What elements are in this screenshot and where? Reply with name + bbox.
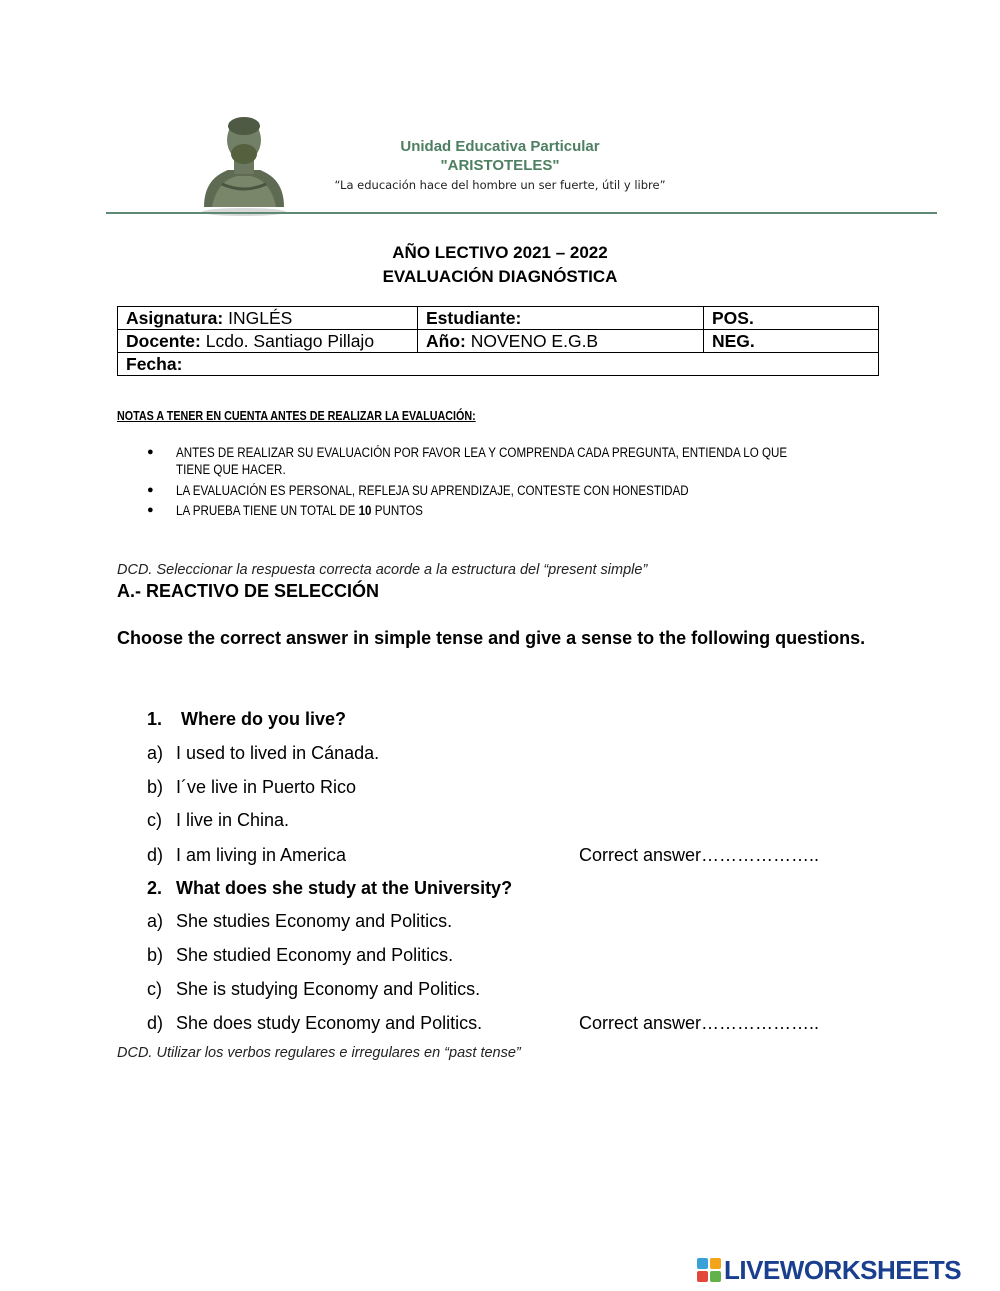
school-motto: “La educación hace del hombre un ser fuerte, útil y libre” — [334, 178, 666, 192]
question-text: Where do you live? — [181, 709, 347, 729]
section-a-instruction: Choose the correct answer in simple tense and give a sense to the following questions. — [117, 628, 866, 648]
option-text: I used to lived in Cánada. — [176, 743, 380, 763]
dcd-present-simple: DCD. Seleccionar la respuesta correcta acorde a la estructura del “present simple” — [117, 562, 648, 578]
neg-label: NEG. — [712, 330, 755, 351]
date-label: Fecha: — [126, 353, 183, 374]
note-item: LA EVALUACIÓN ES PERSONAL, REFLEJA SU APRENDIZAJE, CONTESTE CON HONESTIDAD — [176, 483, 689, 498]
option-letter: c) — [147, 979, 162, 999]
correct-answer-field[interactable]: Correct answer……………….. — [579, 1013, 820, 1033]
option-text: I live in China. — [176, 810, 290, 830]
note-total-suffix: PUNTOS — [371, 503, 423, 518]
neg-cell[interactable] — [704, 330, 879, 353]
notes-heading: NOTAS A TENER EN CUENTA ANTES DE REALIZAR LA EVALUACIÓN: — [117, 409, 476, 423]
info-table — [117, 306, 879, 376]
grade-cell — [418, 330, 704, 353]
note-item — [176, 502, 881, 519]
section-a-title: A.- REACTIVO DE SELECCIÓN — [117, 581, 380, 601]
option-letter: c) — [147, 810, 162, 830]
option-letter: d) — [147, 1013, 164, 1033]
teacher-label: Docente: — [126, 330, 201, 351]
teacher-cell — [118, 330, 418, 353]
option-text: I am living in America — [176, 845, 347, 865]
date-cell[interactable] — [118, 353, 879, 376]
option-text: She studied Economy and Politics. — [176, 945, 454, 965]
option-text: She does study Economy and Politics. — [176, 1013, 483, 1033]
correct-answer-field[interactable]: Correct answer……………….. — [579, 845, 820, 865]
header-divider — [106, 212, 937, 214]
option-letter: b) — [147, 777, 164, 797]
pos-cell[interactable] — [704, 307, 879, 330]
note-total-prefix: LA PRUEBA TIENE UN TOTAL DE — [176, 503, 359, 518]
bullet: ● — [147, 484, 154, 496]
question-text: What does she study at the University? — [176, 878, 513, 898]
option-text: She studies Economy and Politics. — [176, 911, 453, 931]
question-number: 2. — [147, 878, 163, 898]
dcd-past-tense: DCD. Utilizar los verbos regulares e irregulares en “past tense” — [117, 1045, 521, 1061]
school-name: Unidad Educativa Particular — [400, 138, 600, 155]
note-item-continued: TIENE QUE HACER. — [176, 462, 286, 477]
option-letter: a) — [147, 911, 164, 931]
aristotle-bust-logo — [198, 112, 290, 216]
liveworksheets-wordmark: LIVEWORKSHEETS — [724, 1254, 962, 1285]
option-letter: d) — [147, 845, 164, 865]
subject-label: Asignatura: — [126, 307, 224, 328]
option-text: She is studying Economy and Politics. — [176, 979, 481, 999]
subject-cell — [118, 307, 418, 330]
bullet: ● — [147, 446, 154, 458]
note-item: ANTES DE REALIZAR SU EVALUACIÓN POR FAVOR LEA Y COMPRENDA CADA PREGUNTA, ENTIENDA LO QUE — [176, 445, 788, 460]
option-letter: a) — [147, 743, 164, 763]
school-year-title: AÑO LECTIVO 2021 – 2022 — [392, 243, 608, 262]
pos-label: POS. — [712, 307, 754, 328]
question-number: 1. — [147, 709, 163, 729]
school-name-quoted: "ARISTOTELES" — [440, 157, 560, 174]
teacher-value: Lcdo. Santiago Pillajo — [200, 330, 375, 351]
option-text: I´ve live in Puerto Rico — [176, 777, 357, 797]
liveworksheets-icon — [697, 1258, 721, 1282]
bullet: ● — [147, 504, 154, 516]
evaluation-title: EVALUACIÓN DIAGNÓSTICA — [382, 267, 618, 286]
student-cell[interactable] — [418, 307, 704, 330]
liveworksheets-logo — [697, 1256, 961, 1284]
subject-value: INGLÉS — [223, 307, 293, 328]
grade-label: Año: — [426, 330, 466, 351]
option-letter: b) — [147, 945, 164, 965]
student-label: Estudiante: — [426, 307, 522, 328]
grade-value: NOVENO E.G.B — [465, 330, 599, 351]
note-total-points: 10 — [358, 503, 372, 518]
